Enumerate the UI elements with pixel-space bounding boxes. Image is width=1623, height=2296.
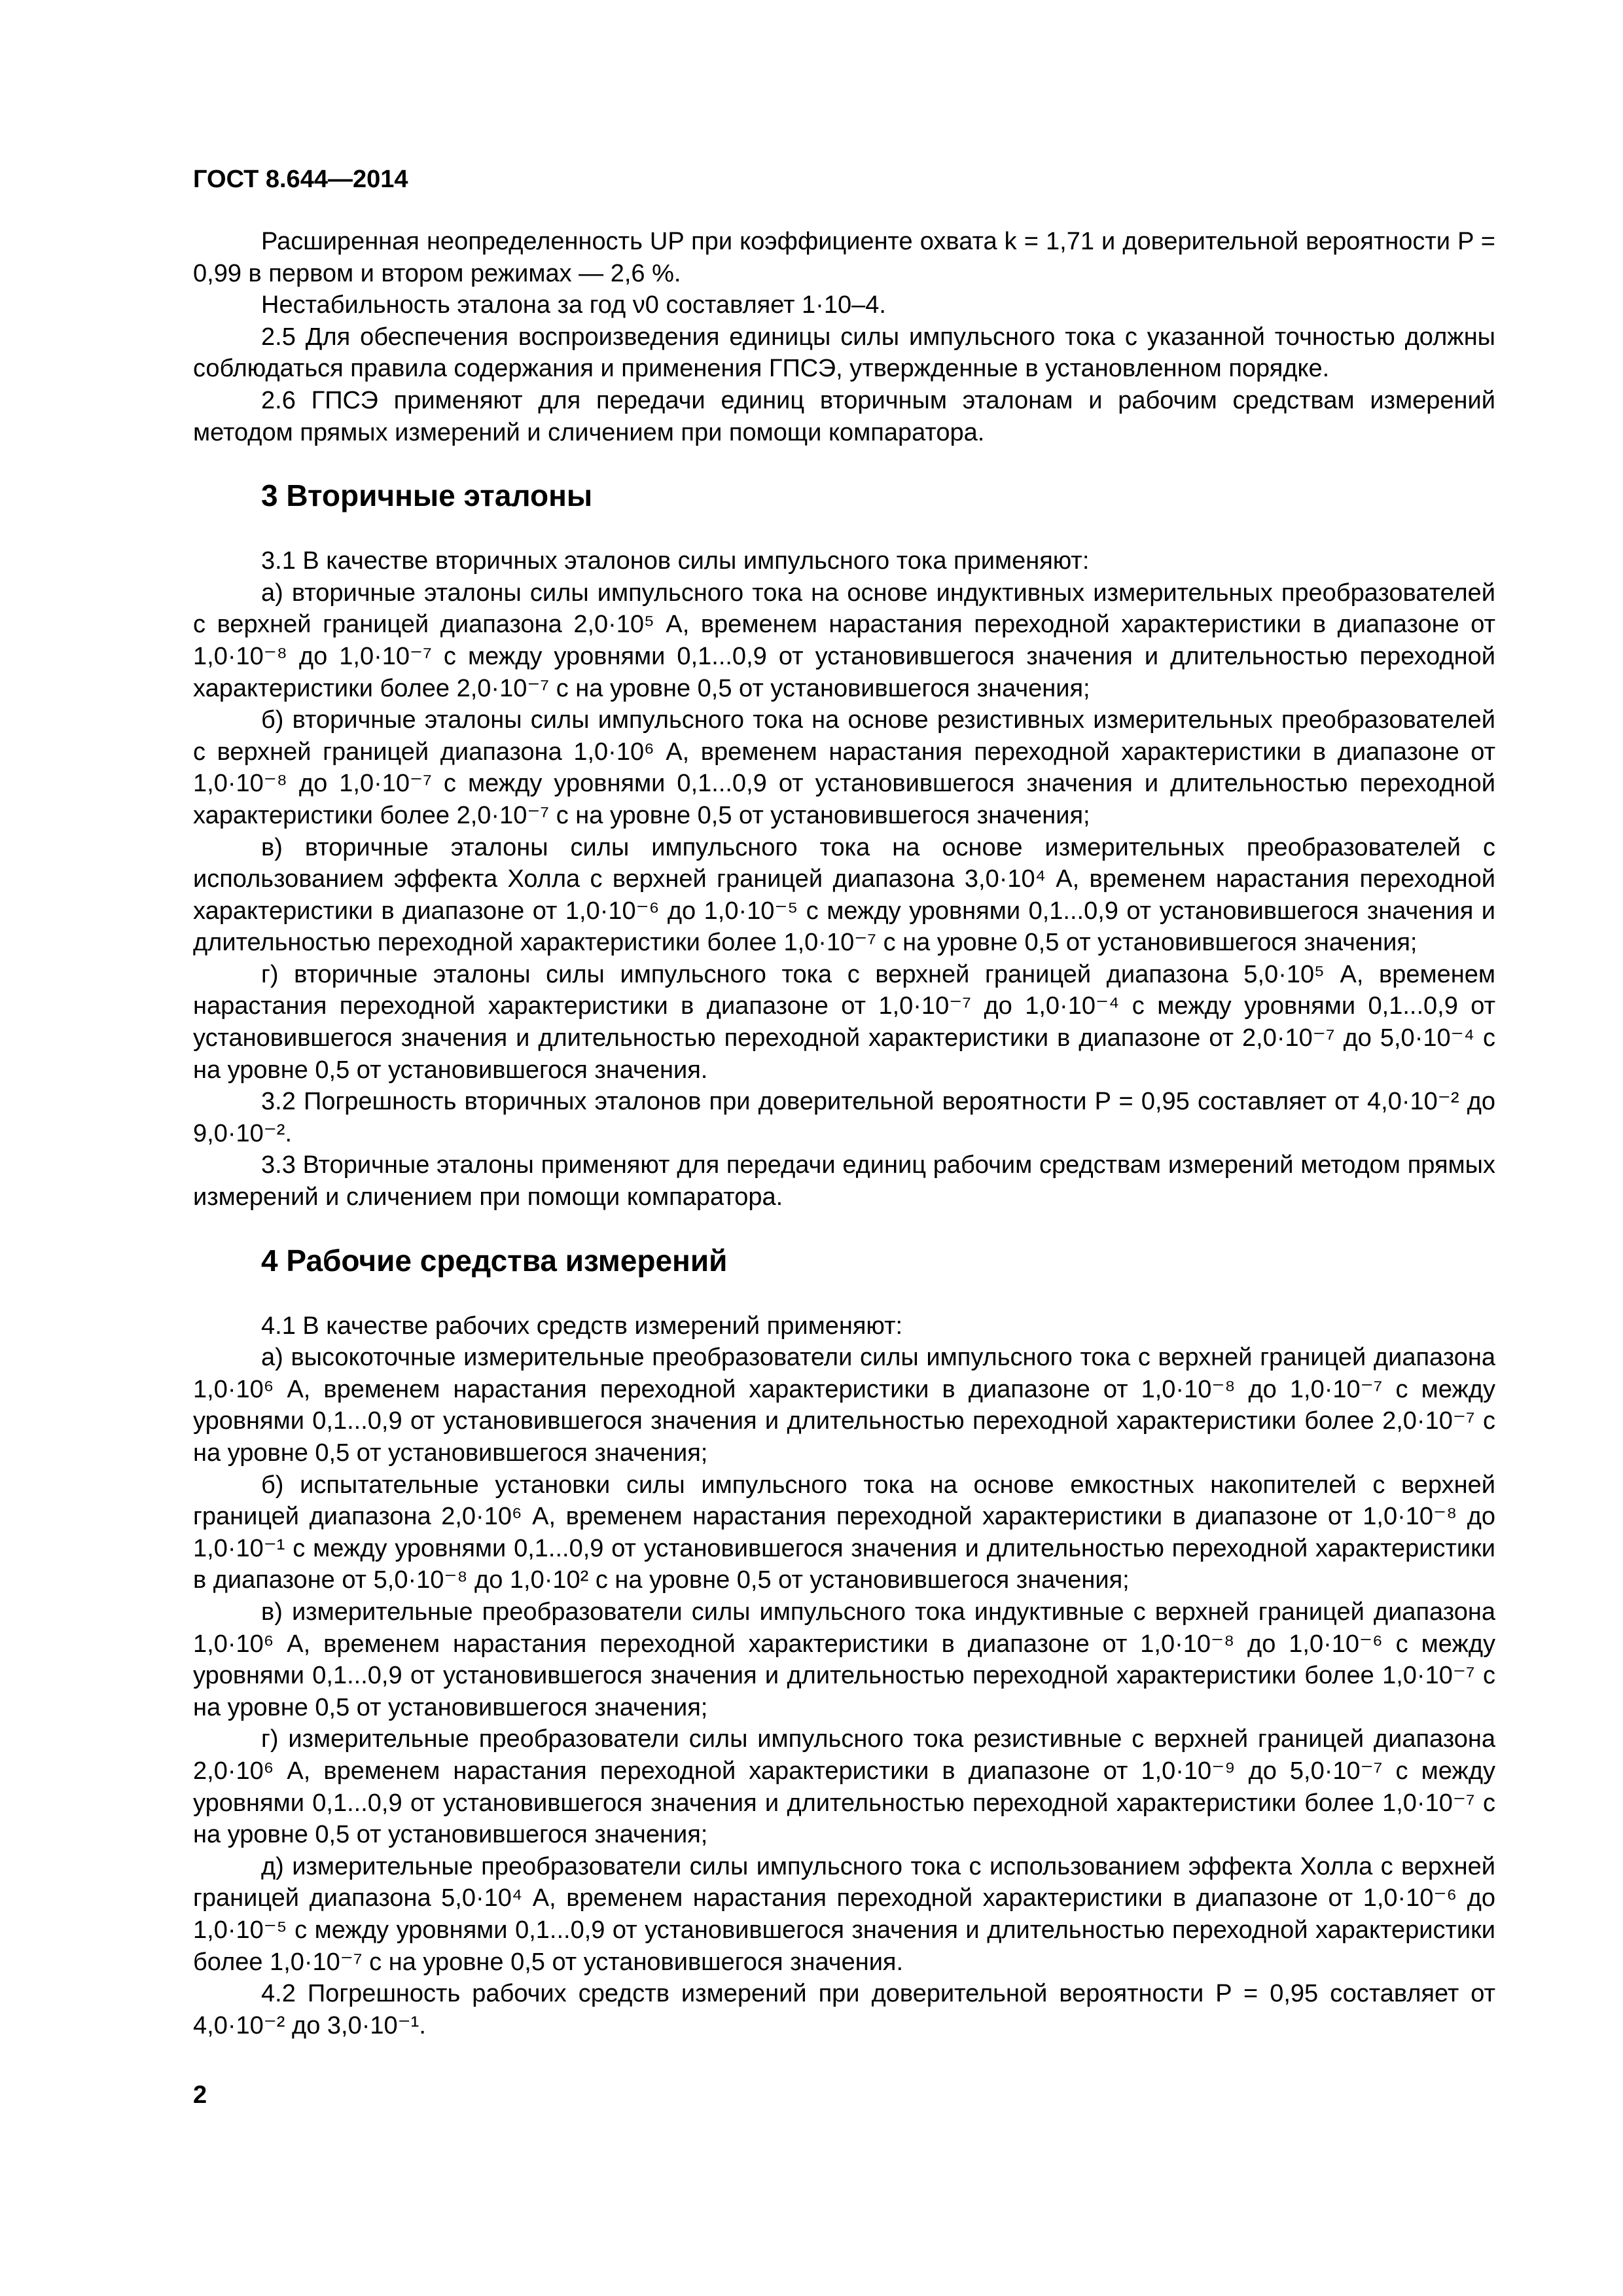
- document-body: [193, 226, 1495, 2041]
- paragraph: а) высокоточные измерительные преобразователи силы импульсного тока с верхней границей диапазона 1,0·10⁶ А, временем нарастания переходной характеристики в диапазоне от 1,0·10⁻⁸ до 1,0·10⁻⁷ с между уровнями 0,1...0,9 от установившегося значения и длительностью переходной характеристики более 2,0·10⁻⁷ с на уровне 0,5 от установившегося значения;: [193, 1344, 1495, 1467]
- paragraph: г) измерительные преобразователи силы импульсного тока резистивные с верхней границей диапазона 2,0·10⁶ А, временем нарастания переходной характеристики в диапазоне от 1,0·10⁻⁹ до 5,0·10⁻⁷ с между уровнями 0,1...0,9 от установившегося значения и длительностью переходной характеристики более 1,0·10⁻⁷ с на уровне 0,5 от установившегося значения;: [193, 1725, 1495, 1849]
- paragraph: 4.1 В качестве рабочих средств измерений применяют:: [261, 1312, 903, 1340]
- paragraph: 3.3 Вторичные эталоны применяют для передачи единиц рабочим средствам измерений методом прямых измерений и сличением при помощи компаратора.: [193, 1151, 1495, 1211]
- paragraph: 4.2 Погрешность рабочих средств измерений при доверительной вероятности P = 0,95 составляет от 4,0·10⁻² до 3,0·10⁻¹.: [193, 1980, 1495, 2039]
- section-3-heading: 3 Вторичные эталоны: [261, 478, 593, 513]
- paragraph: г) вторичные эталоны силы импульсного тока с верхней границей диапазона 5,0·10⁵ А, временем нарастания переходной характеристики в диапазоне от 1,0·10⁻⁷ до 1,0·10⁻⁴ с между уровнями 0,1...0,9 от установившегося значения и длительностью переходной характеристики в диапазоне от 2,0·10⁻⁷ до 5,0·10⁻⁴ с на уровне 0,5 от установившегося значения.: [193, 960, 1495, 1084]
- document-code-header: ГОСТ 8.644—2014: [193, 166, 408, 193]
- paragraph: б) вторичные эталоны силы импульсного тока на основе резистивных измерительных преобразователей с верхней границей диапазона 1,0·10⁶ А, временем нарастания переходной характеристики в диапазоне от 1,0·10⁻⁸ до 1,0·10⁻⁷ с между уровнями 0,1...0,9 от установившегося значения и длительностью переходной характеристики более 2,0·10⁻⁷ с на уровне 0,5 от установившегося значения;: [193, 706, 1495, 829]
- paragraph: Расширенная неопределенность UP при коэффициенте охвата k = 1,71 и доверительной вероятности P = 0,99 в первом и втором режимах — 2,6 %.: [193, 228, 1495, 287]
- paragraph: 2.5 Для обеспечения воспроизведения единицы силы импульсного тока с указанной точностью должны соблюдаться правила содержания и применения ГПСЭ, утвержденные в установленном порядке.: [193, 323, 1495, 383]
- paragraph: в) измерительные преобразователи силы импульсного тока индуктивные с верхней границей диапазона 1,0·10⁶ А, временем нарастания переходной характеристики в диапазоне от 1,0·10⁻⁸ до 1,0·10⁻⁶ с между уровнями 0,1...0,9 от установившегося значения и длительностью переходной характеристики более 1,0·10⁻⁷ с на уровне 0,5 от установившегося значения;: [193, 1598, 1495, 1721]
- paragraph: б) испытательные установки силы импульсного тока на основе емкостных накопителей с верхней границей диапазона 2,0·10⁶ А, временем нарастания переходной характеристики в диапазоне от 1,0·10⁻⁸ до 1,0·10⁻¹ с между уровнями 0,1...0,9 от установившегося значения и длительностью переходной характеристики в диапазоне от 5,0·10⁻⁸ до 1,0·10² с на уровне 0,5 от установившегося значения;: [193, 1471, 1495, 1594]
- paragraph: в) вторичные эталоны силы импульсного тока на основе измерительных преобразователей с использованием эффекта Холла с верхней границей диапазона 3,0·10⁴ А, временем нарастания переходной характеристики в диапазоне от 1,0·10⁻⁶ до 1,0·10⁻⁵ с между уровнями 0,1...0,9 от установившегося значения и длительностью переходной характеристики более 1,0·10⁻⁷ с на уровне 0,5 от установившегося значения;: [193, 833, 1495, 957]
- paragraph: 3.2 Погрешность вторичных эталонов при доверительной вероятности P = 0,95 составляет от 4,0·10⁻² до 9,0·10⁻².: [193, 1088, 1495, 1147]
- paragraph: д) измерительные преобразователи силы импульсного тока с использованием эффекта Холла с верхней границей диапазона 5,0·10⁴ А, временем нарастания переходной характеристики в диапазоне от 1,0·10⁻⁶ до 1,0·10⁻⁵ с между уровнями 0,1...0,9 от установившегося значения и длительностью переходной характеристики более 1,0·10⁻⁷ с на уровне 0,5 от установившегося значения.: [193, 1852, 1495, 1976]
- paragraph: а) вторичные эталоны силы импульсного тока на основе индуктивных измерительных преобразователей с верхней границей диапазона 2,0·10⁵ А, временем нарастания переходной характеристики в диапазоне от 1,0·10⁻⁸ до 1,0·10⁻⁷ с между уровнями 0,1...0,9 от установившегося значения и длительностью переходной характеристики более 2,0·10⁻⁷ с на уровне 0,5 от установившегося значения;: [193, 579, 1495, 702]
- paragraph: 2.6 ГПСЭ применяют для передачи единиц вторичным эталонам и рабочим средствам измерений методом прямых измерений и сличением при помощи компаратора.: [193, 386, 1495, 446]
- paragraph: 3.1 В качестве вторичных эталонов силы импульсного тока применяют:: [261, 547, 1090, 575]
- paragraph: Нестабильность эталона за год ν0 составляет 1·10–4.: [261, 291, 886, 319]
- page-number: 2: [193, 2081, 207, 2109]
- section-4-heading: 4 Рабочие средства измерений: [261, 1243, 728, 1278]
